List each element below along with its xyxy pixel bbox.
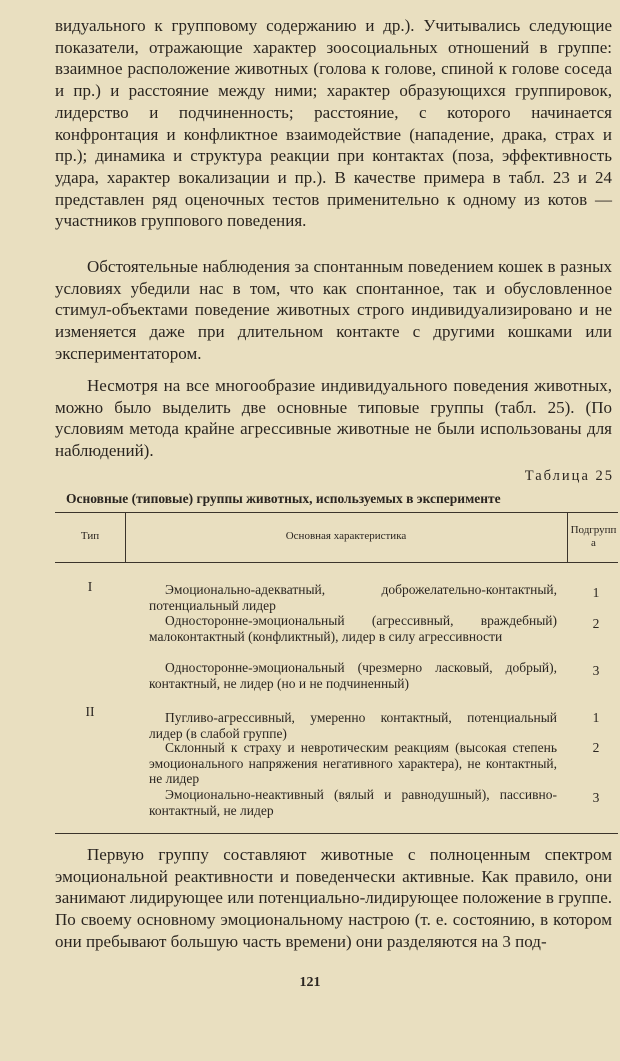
table-header-divider (567, 512, 568, 562)
page-number: 121 (299, 975, 321, 990)
table-bottom-rule (55, 833, 618, 834)
type-label: I (87, 579, 93, 594)
paragraph-1: видуального к групповому содержанию и др.). Учитывались следующие показатели, отражающие характер зоосоциальных отношений в группе: взаимное расположение животных (голова к голове, спиной к голове соседа и пр.) и расстояние между ними; характер образующихся группировок, лидерство и подчиненность; расстояние, с которого начинается конфронтация и конфликтное взаимодействие (нападение, драка, страх и пр.); динамика и структура реакции при контактах (поза, эффективность удара, характер вокализации и пр.). В качестве примера в табл. 23 и 24 представлен ряд оценочных тестов применительно к одному из котов — участников группового поведения. (55, 16, 612, 231)
header-subgroup: Подгруппа (570, 524, 617, 549)
table-row: Эмоционально-неактивный (вялый и равнодушный), пассивно-контактный, не лидер (149, 787, 557, 818)
table-row: Односторонне-эмоциональный (агрессивный, враждебный) малоконтактный (конфликтный), лидер в силу агрессивности (149, 613, 557, 644)
table-number: Таблица 25 (524, 468, 614, 484)
header-type: Тип (80, 530, 100, 542)
header-characteristic: Основная характеристика (285, 530, 407, 542)
table-row: Односторонне-эмоциональный (чрезмерно ласковый, добрый), контактный, не лидер (но и не подчиненный) (149, 660, 557, 691)
table-header-rule (55, 562, 618, 563)
table-row: Пугливо-агрессивный, умеренно контактный, потенциальный лидер (в слабой группе) (149, 710, 557, 741)
table-top-rule (55, 512, 618, 513)
paragraph-3: Несмотря на все многообразие индивидуального поведения животных, можно было выделить две основные типовые группы (табл. 25). (По условиям метода крайне агрессивные животные не были использованы для наблюдений). (55, 376, 612, 461)
subgroup-number: 3 (592, 663, 600, 678)
type-label: II (85, 704, 95, 719)
subgroup-number: 3 (592, 790, 600, 805)
paragraph-2: Обстоятельные наблюдения за спонтанным поведением кошек в разных условиях убедили нас в том, что как спонтанное, так и обусловленное стимул-объектами поведение животных строго индивидуализировано и не изменяется даже при длительном контакте с другими кошками или экспериментатором. (55, 257, 612, 363)
paragraph-4: Первую группу составляют животные с полноценным спектром эмоциональной реактивности и поведенчески активные. Как правило, они занимают лидирующее или потенциально-лидирующее положение в группе. По своему основному эмоциональному настрою (т. е. состоянию, в котором они пребывают большую часть времени) они разделяются на 3 под- (55, 845, 612, 951)
table-row: Склонный к страху и невротическим реакциям (высокая степень эмоционального напряжения негативного характера), не контактный, не лидер (149, 740, 557, 786)
table-title: Основные (типовые) группы животных, используемых в эксперименте (66, 491, 501, 506)
table (55, 512, 618, 834)
subgroup-number: 1 (592, 710, 600, 725)
subgroup-number: 2 (592, 616, 600, 631)
table-row: Эмоционально-адекватный, доброжелательно-контактный, потенциальный лидер (149, 582, 557, 613)
table-header-divider (125, 512, 126, 562)
subgroup-number: 1 (592, 585, 600, 600)
subgroup-number: 2 (592, 740, 600, 755)
